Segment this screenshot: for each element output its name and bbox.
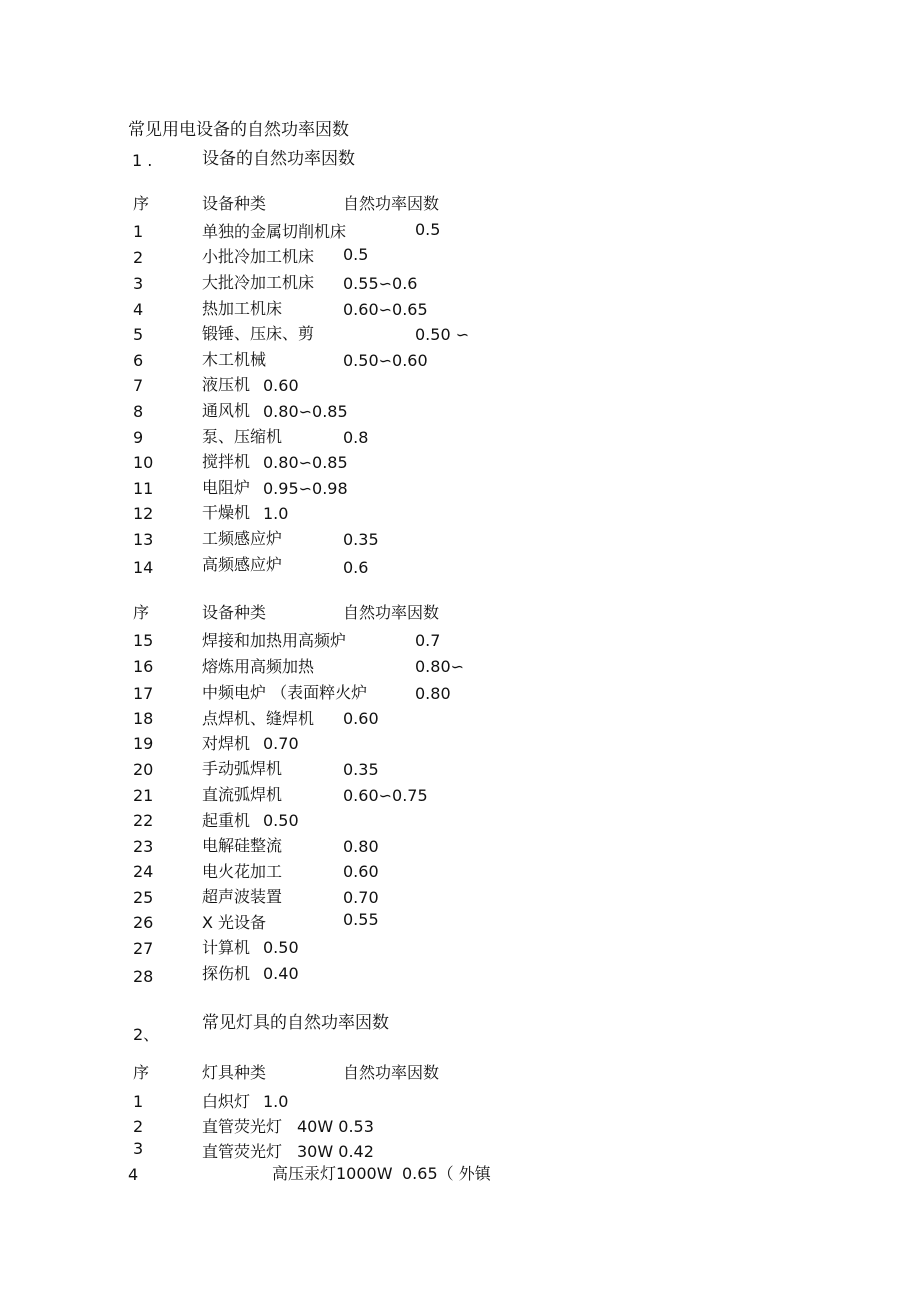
power-factor: 0.60	[343, 709, 379, 728]
power-factor: 0.5	[343, 245, 369, 264]
row-number: 11	[133, 479, 154, 498]
row-number: 7	[133, 376, 144, 395]
row-number: 20	[133, 760, 154, 779]
equipment-name: 热加工机床	[202, 299, 283, 318]
power-factor: 0.40	[263, 964, 299, 983]
power-factor: 1.0	[263, 1092, 289, 1111]
equipment-name: 直流弧焊机	[202, 785, 283, 804]
lamp-name: 白炽灯	[202, 1092, 251, 1111]
equipment-name: 泵、压缩机	[202, 427, 283, 446]
equipment-name: 高频感应炉	[202, 555, 283, 574]
equipment-name: 小批冷加工机床	[202, 247, 315, 266]
header-pf: 自然功率因数	[343, 1063, 440, 1082]
row-number: 2	[133, 1117, 144, 1136]
equipment-name: 工频感应炉	[202, 529, 283, 548]
row-number: 3	[133, 1139, 144, 1158]
lamp-name: 直管荧光灯	[202, 1142, 283, 1161]
equipment-name: 熔炼用高频加热	[202, 657, 315, 676]
section-2-heading: 常见灯具的自然功率因数	[202, 1013, 389, 1033]
equipment-name: 单独的金属切削机床	[202, 222, 347, 241]
power-factor: 0.60	[263, 376, 299, 395]
section-1-heading: 设备的自然功率因数	[202, 149, 355, 169]
row-number: 17	[133, 684, 154, 703]
equipment-name: 对焊机	[202, 734, 251, 753]
equipment-name: 电火花加工	[202, 862, 283, 881]
row-number: 21	[133, 786, 154, 805]
row-number: 1	[133, 1092, 144, 1111]
power-factor: 0.80∽0.85	[263, 453, 348, 472]
equipment-name: 超声波装置	[202, 887, 283, 906]
row-number: 9	[133, 428, 144, 447]
power-factor: 0.55	[343, 910, 379, 929]
row-number: 13	[133, 530, 154, 549]
header-type: 设备种类	[202, 194, 267, 213]
row-number: 18	[133, 709, 154, 728]
section-2-number: 2、	[133, 1025, 160, 1044]
power-factor: 1.0	[263, 504, 289, 523]
lamp-name: 高压汞灯1000W	[272, 1164, 393, 1183]
power-factor: 0.60∽0.65	[343, 300, 428, 319]
power-factor: 0.60∽0.75	[343, 786, 428, 805]
power-factor: 0.50 ∽	[415, 325, 470, 344]
row-number: 16	[133, 657, 154, 676]
section-1-number: 1 .	[132, 151, 153, 170]
equipment-name: 大批冷加工机床	[202, 273, 315, 292]
equipment-name: 锻锤、压床、剪	[202, 324, 315, 343]
row-number: 4	[133, 300, 144, 319]
row-number: 2	[133, 248, 144, 267]
header-seq: 序	[133, 603, 150, 622]
power-factor: 0.60	[343, 862, 379, 881]
power-factor: 0.70	[263, 734, 299, 753]
header-pf: 自然功率因数	[343, 194, 440, 213]
row-number: 3	[133, 274, 144, 293]
power-factor: 0.80	[415, 684, 451, 703]
row-number: 4	[128, 1165, 139, 1184]
equipment-name: 通风机	[202, 401, 251, 420]
header-seq: 序	[133, 1063, 150, 1082]
row-number: 8	[133, 402, 144, 421]
equipment-name: 点焊机、缝焊机	[202, 709, 315, 728]
equipment-name: X 光设备	[202, 913, 267, 932]
power-factor: 0.50	[263, 938, 299, 957]
equipment-name: 电阻炉	[202, 478, 251, 497]
power-factor: 0.80	[343, 837, 379, 856]
row-number: 19	[133, 734, 154, 753]
row-number: 15	[133, 631, 154, 650]
equipment-name: 起重机	[202, 811, 251, 830]
row-number: 27	[133, 939, 154, 958]
equipment-name: 干燥机	[202, 503, 251, 522]
power-factor: 0.35	[343, 760, 379, 779]
power-factor: 0.35	[343, 530, 379, 549]
row-number: 1	[133, 222, 144, 241]
equipment-name: 计算机	[202, 938, 251, 957]
power-factor: 0.95∽0.98	[263, 479, 348, 498]
equipment-name: 电解硅整流	[202, 836, 283, 855]
header-type: 设备种类	[202, 603, 267, 622]
header-seq: 序	[133, 194, 150, 213]
power-factor: 30W 0.42	[297, 1142, 374, 1161]
power-factor: 0.8	[343, 428, 369, 447]
row-number: 14	[133, 558, 154, 577]
power-factor: 0.70	[343, 888, 379, 907]
power-factor: 0.80∽	[415, 657, 465, 676]
power-factor: 0.50	[263, 811, 299, 830]
power-factor: 0.50∽0.60	[343, 351, 428, 370]
equipment-name: 焊接和加热用高频炉	[202, 631, 347, 650]
row-number: 24	[133, 862, 154, 881]
row-number: 6	[133, 351, 144, 370]
equipment-name: 液压机	[202, 375, 251, 394]
row-number: 25	[133, 888, 154, 907]
power-factor: 0.6	[343, 558, 369, 577]
equipment-name: 搅拌机	[202, 452, 251, 471]
equipment-name: 中频电炉 （表面粹火炉	[202, 683, 368, 702]
row-number: 10	[133, 453, 154, 472]
header-pf: 自然功率因数	[343, 603, 440, 622]
row-number: 5	[133, 325, 144, 344]
equipment-name: 手动弧焊机	[202, 759, 283, 778]
lamp-name: 直管荧光灯	[202, 1117, 283, 1136]
equipment-name: 木工机械	[202, 350, 267, 369]
header-type: 灯具种类	[202, 1063, 267, 1082]
power-factor: 0.80∽0.85	[263, 402, 348, 421]
document-title: 常见用电设备的自然功率因数	[128, 120, 349, 140]
power-factor: 40W 0.53	[297, 1117, 374, 1136]
power-factor: 0.65（ 外镇	[402, 1164, 491, 1183]
row-number: 28	[133, 967, 154, 986]
power-factor: 0.5	[415, 220, 441, 239]
power-factor: 0.7	[415, 631, 441, 650]
row-number: 12	[133, 504, 154, 523]
power-factor: 0.55∽0.6	[343, 274, 418, 293]
row-number: 26	[133, 913, 154, 932]
row-number: 22	[133, 811, 154, 830]
equipment-name: 探伤机	[202, 964, 251, 983]
row-number: 23	[133, 837, 154, 856]
